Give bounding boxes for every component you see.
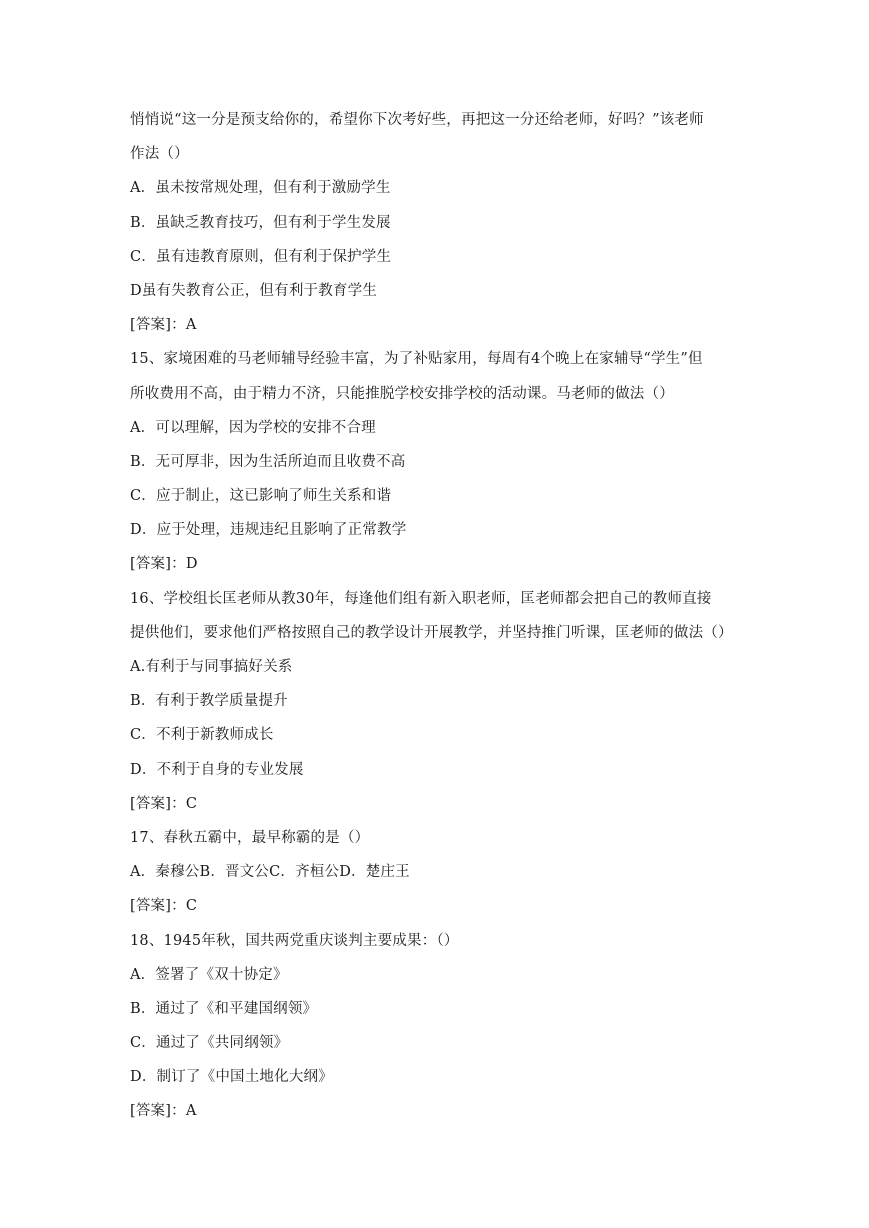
question-14-stem-line-1: 悄悄说“这一分是预支给你的，希望你下次考好些，再把这一分还给老师，好吗？”该老师 bbox=[130, 112, 704, 128]
question-17-answer: [答案]：C bbox=[130, 898, 198, 915]
question-15-answer: [答案]：D bbox=[130, 556, 198, 573]
question-15-option-b: B．无可厚非，因为生活所迫而且收费不高 bbox=[130, 453, 406, 470]
question-14-option-c: C．虽有违教育原则，但有利于保护学生 bbox=[130, 248, 392, 265]
question-17-stem: 17、春秋五霸中，最早称霸的是（） bbox=[130, 829, 370, 846]
question-16-option-b: B．有利于教学质量提升 bbox=[130, 693, 288, 710]
question-15-stem-line-2: 所收费用不高，由于精力不济，只能推脱学校安排学校的活动课。马老师的做法（） bbox=[130, 385, 674, 402]
question-18-option-a: A．签署了《双十协定》 bbox=[130, 966, 288, 983]
question-16-answer: [答案]：C bbox=[130, 795, 198, 812]
question-16-stem-line-1: 16、学校组长匡老师从教30年，每逢他们组有新入职老师，匡老师都会把自己的教师直接 bbox=[130, 590, 712, 607]
question-18-option-c: C．通过了《共同纲领》 bbox=[130, 1035, 289, 1052]
question-16-stem-line-2: 提供他们，要求他们严格按照自己的教学设计开展教学，并坚持推门听课，匡老师的做法（） bbox=[130, 624, 733, 641]
question-18-option-d: D．制订了《中国土地化大纲》 bbox=[130, 1069, 333, 1086]
question-16-option-a: A.有利于与同事搞好关系 bbox=[130, 659, 293, 675]
question-14-answer: [答案]：A bbox=[130, 317, 197, 334]
question-18-option-b: B．通过了《和平建国纲领》 bbox=[130, 1000, 318, 1017]
question-16-option-d: D．不利于自身的专业发展 bbox=[130, 761, 304, 778]
question-15-stem-line-1: 15、家境困难的马老师辅导经验丰富，为了补贴家用，每周有4个晚上在家辅导“学生”但 bbox=[130, 351, 703, 368]
document-page bbox=[130, 103, 750, 1129]
question-15-option-a: A．可以理解，因为学校的安排不合理 bbox=[130, 419, 376, 436]
question-18-stem: 18、1945年秋，国共两党重庆谈判主要成果：（） bbox=[130, 932, 459, 949]
question-14-option-a: A．虽未按常规处理，但有利于激励学生 bbox=[130, 180, 391, 197]
question-14-option-d: D虽有失教育公正，但有利于教育学生 bbox=[130, 282, 378, 299]
question-15-option-c: C．应于制止，这已影响了师生关系和谐 bbox=[130, 488, 392, 505]
question-14-stem-line-2: 作法（） bbox=[130, 146, 189, 163]
question-17-options: A．秦穆公B．晋文公C．齐桓公D．楚庄王 bbox=[130, 864, 410, 881]
question-15-option-d: D．应于处理，违规违纪且影响了正常教学 bbox=[130, 522, 407, 539]
question-14-option-b: B．虽缺乏教育技巧，但有利于学生发展 bbox=[130, 214, 391, 231]
question-16-option-c: C．不利于新教师成长 bbox=[130, 727, 274, 744]
question-18-answer: [答案]：A bbox=[130, 1103, 197, 1120]
